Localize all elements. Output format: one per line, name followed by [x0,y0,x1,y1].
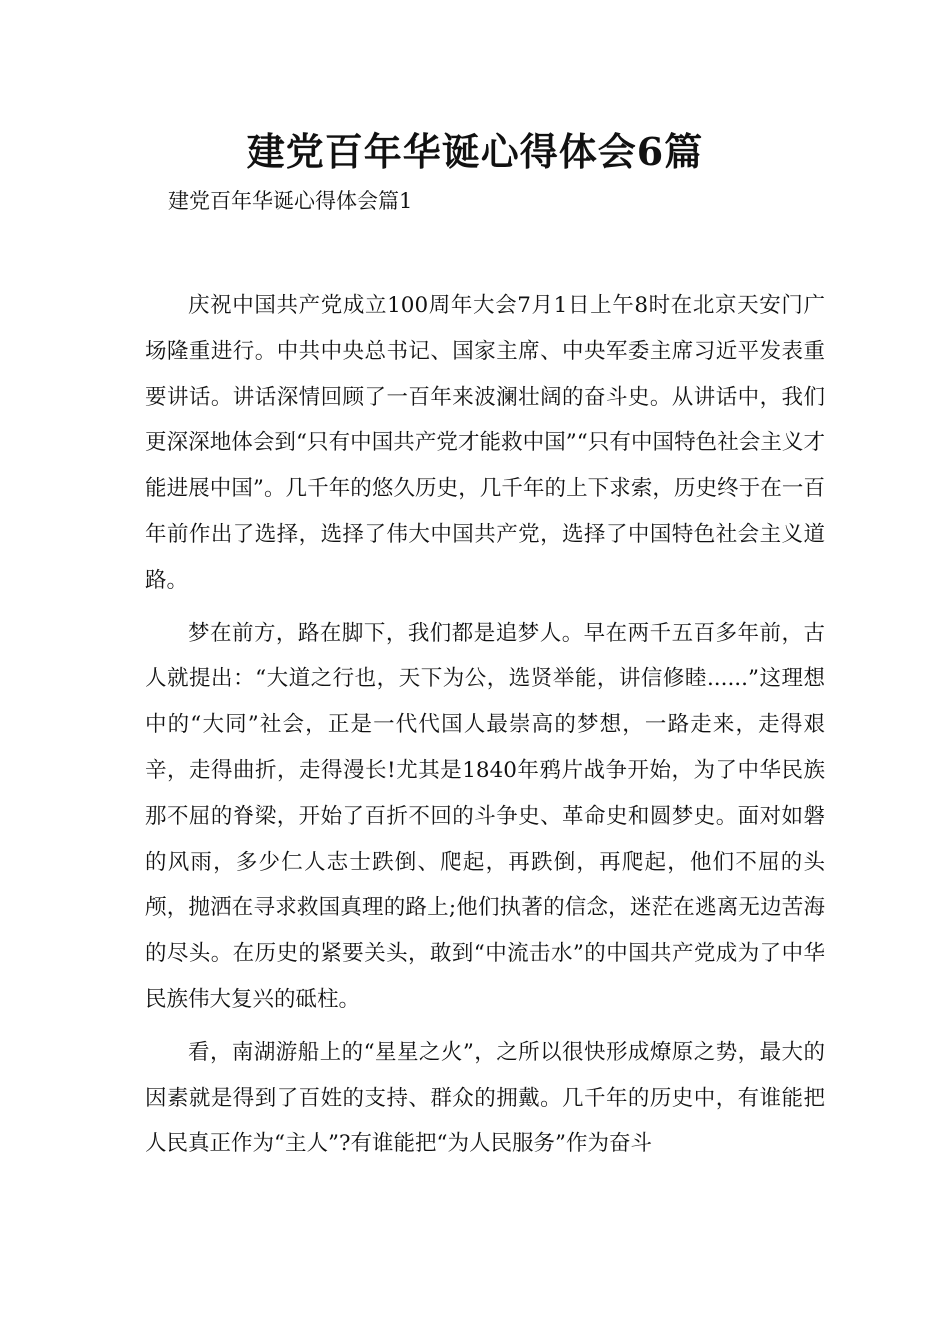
paragraph: 庆祝中国共产党成立100周年大会7月1日上午8时在北京天安门广场隆重进行。中共中央总书记、国家主席、中央军委主席习近平发表重要讲话。讲话深情回顾了一百年来波澜壮阔的奋斗史。从讲话中，我们更深深地体会到“只有中国共产党才能救中国”“只有中国特色社会主义才能进展中国”。几千年的悠久历史，几千年的上下求索，历史终于在一百年前作出了选择，选择了伟大中国共产党，选择了中国特色社会主义道路。 [145,293,825,593]
section-heading: 建党百年华诞心得体会篇1 [168,189,413,213]
document-title: 建党百年华诞心得体会6篇 [246,129,704,174]
paragraph: 看，南湖游船上的“星星之火”，之所以很快形成燎原之势，最大的因素就是得到了百姓的支持、群众的拥戴。几千年的历史中，有谁能把人民真正作为“主人”?有谁能把“为人民服务”作为奋斗 [145,1039,825,1157]
paragraph: 梦在前方，路在脚下，我们都是追梦人。早在两千五百多年前，古人就提出：“大道之行也，天下为公，选贤举能，讲信修睦......”这理想中的“大同”社会，正是一代代国人最崇高的梦想，一路走来，走得艰辛，走得曲折，走得漫长!尤其是1840年鸦片战争开始，为了中华民族那不屈的脊梁，开始了百折不回的斗争史、革命史和圆梦史。面对如磐的风雨，多少仁人志士跌倒、爬起，再跌倒，再爬起，他们不屈的头颅，抛洒在寻求救国真理的路上;他们执著的信念，迷茫在逃离无边苦海的尽头。在历史的紧要关头，敢到“中流击水”的中国共产党成为了中华民族伟大复兴的砥柱。 [145,620,825,1012]
document-body [145,283,825,1167]
